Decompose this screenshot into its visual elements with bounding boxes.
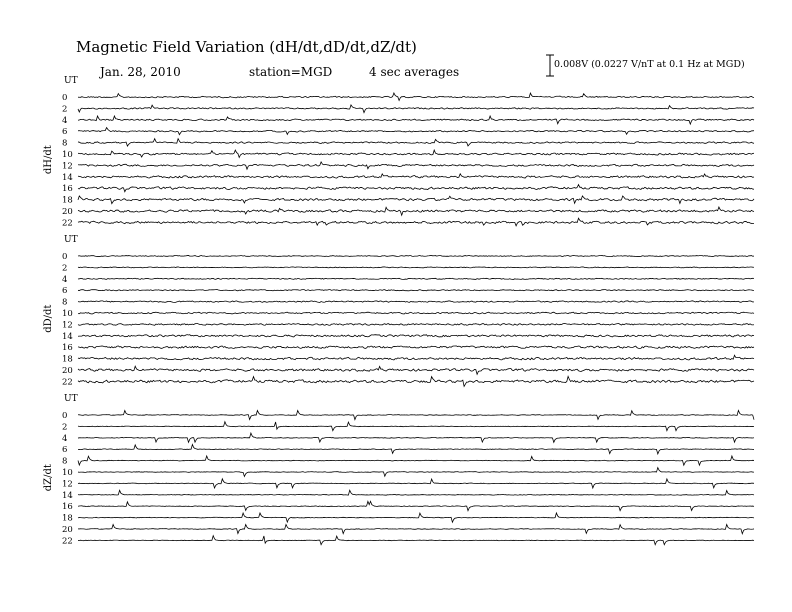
- row-label: 4: [62, 433, 68, 444]
- signal-trace: [78, 444, 754, 453]
- signal-trace: [78, 267, 754, 268]
- row-label: 20: [62, 207, 73, 217]
- signal-trace: [78, 355, 754, 360]
- row-label: 22: [62, 536, 73, 547]
- row-label: 14: [62, 490, 73, 501]
- row-label: 10: [62, 468, 73, 478]
- signal-trace: [78, 501, 754, 510]
- row-label: 18: [62, 354, 73, 365]
- signal-trace: [78, 468, 754, 477]
- signal-trace: [78, 536, 754, 545]
- signal-trace: [78, 255, 754, 256]
- signal-trace: [78, 366, 754, 374]
- panel-ylabel: dD/dt: [43, 304, 54, 333]
- row-label: 0: [62, 411, 68, 421]
- signal-trace: [78, 218, 754, 226]
- signal-trace: [78, 185, 754, 192]
- row-label: 16: [62, 184, 73, 195]
- row-label: 22: [62, 218, 73, 229]
- row-label: 0: [62, 93, 68, 103]
- scale-label: 0.008V (0.0227 V/nT at 0.1 Hz at MGD): [554, 59, 745, 70]
- row-label: 20: [62, 525, 73, 535]
- row-label: 12: [62, 320, 73, 331]
- signal-trace: [78, 456, 754, 465]
- row-label: 2: [62, 104, 68, 115]
- signal-trace: [78, 376, 754, 386]
- chart-title: Magnetic Field Variation (dH/dt,dD/dt,dZ/dt): [76, 38, 417, 56]
- row-label: 8: [62, 297, 68, 308]
- signal-trace: [78, 312, 754, 314]
- signal-trace: [78, 150, 754, 157]
- ut-axis-label: UT: [64, 76, 78, 86]
- row-label: 6: [62, 127, 68, 138]
- signal-trace: [78, 513, 754, 522]
- panel-ylabel: dZ/dt: [43, 464, 54, 492]
- row-label: 2: [62, 422, 68, 433]
- row-label: 18: [62, 513, 73, 524]
- row-label: 16: [62, 502, 73, 513]
- signal-trace: [78, 116, 754, 124]
- signal-trace: [78, 290, 754, 291]
- signal-trace: [78, 524, 754, 533]
- signal-trace: [78, 410, 754, 419]
- row-label: 8: [62, 138, 68, 149]
- station-label: station=MGD: [249, 65, 333, 79]
- row-label: 8: [62, 456, 68, 467]
- row-label: 18: [62, 195, 73, 206]
- signal-trace: [78, 479, 754, 488]
- signal-trace: [78, 335, 754, 337]
- row-label: 12: [62, 161, 73, 172]
- row-label: 14: [62, 331, 73, 342]
- row-label: 20: [62, 366, 73, 376]
- ut-axis-label: UT: [64, 235, 78, 245]
- row-label: 10: [62, 309, 73, 319]
- signal-trace: [78, 128, 754, 135]
- date-label: Jan. 28, 2010: [100, 65, 181, 79]
- scale-bar: [546, 55, 554, 76]
- signal-trace: [78, 323, 754, 325]
- row-label: 4: [62, 115, 68, 126]
- signal-trace: [78, 278, 754, 279]
- signal-trace: [78, 162, 754, 169]
- row-label: 0: [62, 252, 68, 262]
- signal-trace: [78, 433, 754, 442]
- signal-trace: [78, 301, 754, 303]
- averaging-label: 4 sec averages: [369, 65, 460, 79]
- ut-axis-label: UT: [64, 394, 78, 404]
- signal-trace: [78, 93, 754, 101]
- row-label: 10: [62, 150, 73, 160]
- row-label: 14: [62, 172, 73, 183]
- signal-trace: [78, 207, 754, 215]
- signal-trace: [78, 422, 754, 431]
- row-label: 12: [62, 479, 73, 490]
- signal-trace: [78, 346, 754, 349]
- signal-trace: [78, 174, 754, 178]
- row-label: 22: [62, 377, 73, 388]
- row-label: 16: [62, 343, 73, 354]
- signal-trace: [78, 490, 754, 495]
- signal-trace: [78, 105, 754, 113]
- signal-trace: [78, 196, 754, 204]
- row-label: 4: [62, 274, 68, 285]
- signal-trace: [78, 139, 754, 147]
- row-label: 6: [62, 286, 68, 297]
- panel-ylabel: dH/dt: [43, 145, 54, 175]
- row-label: 2: [62, 263, 68, 274]
- row-label: 6: [62, 445, 68, 456]
